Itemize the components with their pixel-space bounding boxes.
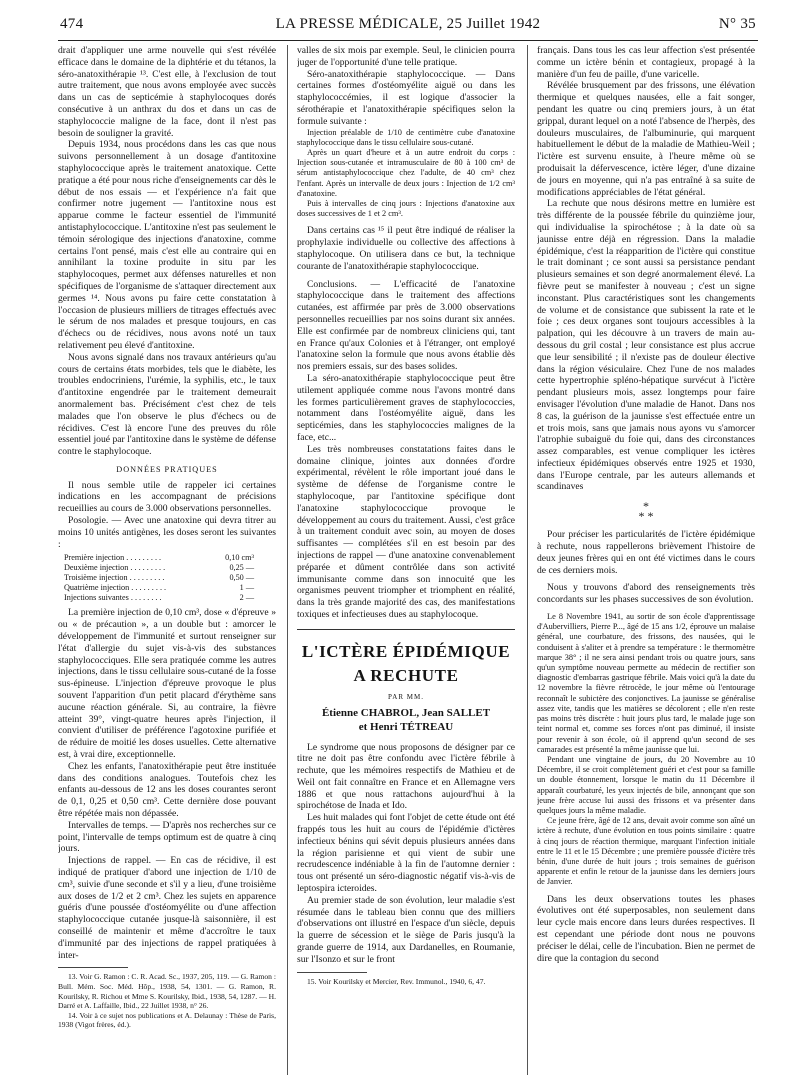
paragraph: Depuis 1934, nous procédons dans les cas que nous suivons personnellement à un dosage d'antitoxine staphylococcique après le traitement anatoxique. Cette pratique a été pour nous riche d'enseignements car dès le début de nos essais — et l'expérience n'a fait que confirmer notre jugement — l'antitoxine nous est apparue comme le facteur essentiel de l'immunité antistaphylococcique. L'antitoxine n'est pas seulement le témoin sérologique des injections d'anatoxine, comme certains l'ont pensé, mais c'est elle au contraire qui en annihilant la toxine produite in situ par les staphylocoques, permet aux défenses naturelles et non spécifiques de l'organisme de s'attaquer directement aux germes ¹⁴. Nous avons pu faire cette constatation à l'occasion de plusieurs milliers de titrages effectués avec le sérum de nos malades et presque toujours, en cas d'échecs ou de récidives, nous avons noté un taux relativement peu élevé d'antitoxine.: [58, 139, 276, 351]
dosage-row: [64, 573, 276, 583]
paragraph: Chez les enfants, l'anatoxithérapie peut être instituée dans des conditions analogues. Toutefois chez les enfants au-dessous de 12 ans les doses courantes seront de 0,1, 0,25 et 0,50 cm³. Cette dernière dose pouvant être répétée mais non dépassée.: [58, 760, 276, 820]
dosage-value: 0,50 —: [229, 573, 254, 583]
paragraph: Le syndrome que nous proposons de désigner par ce titre ne doit pas être confondu avec l'ictère fébrile à rechute, que les mémoires respectifs de Mathieu et de Weil ont fait connaître en France et en Allemagne vers 1886 et que nous rattachons aujourd'hui à la spirochétose de Inada et Ido.: [297, 741, 515, 812]
footnote: 14. Voir à ce sujet nos publications et A. Delaunay : Thèse de Paris, 1938 (Vigot frères, éd.).: [58, 1010, 276, 1030]
protocol-step: Après un quart d'heure et à un autre endroit du corps : Injection sous-cutanée et intramusculaire de 80 à 100 cm³ de sérum antistaphylococcique chez l'adulte, de 40 cm³ chez l'enfant. Après un intervalle de deux jours : Injection de 1/2 cm³ d'anatoxine.: [297, 147, 515, 198]
dosage-label: Quatrième injection . . . . . . . . .: [64, 583, 167, 593]
authors-line: et Henri TÉTREAU: [358, 720, 454, 733]
paragraph: Pour préciser les particularités de l'ictère épidémique à rechute, nous rappellerons brièvement l'histoire de deux jeunes frères qui en ont été victimes dans le cours de ces derniers mois.: [537, 529, 755, 576]
footnote-rule: [297, 972, 367, 973]
protocol-step: Puis à intervalles de cinq jours : Injections d'anatoxine aux doses successives de 1 et 2 cm³.: [297, 199, 515, 219]
page-header: [60, 14, 756, 36]
authors-line: Étienne CHABROL, Jean SALLET: [321, 706, 491, 719]
footnote: 13. Voir G. Ramon : C. R. Acad. Sc., 1937, 205, 119. — G. Ramon : Bull. Mém. Soc. Méd. Hôp., 1938, 54, 1301. — G. Ramon, R. Kourilsky, R. Richou et Mme S. Kourilsky, Ibid., 1938, 54, 1287. — H. Darré et A. Laffaille, Ibid., 22 Juillet 1938, n° 26.: [58, 972, 276, 1011]
paragraph: Conclusions. — L'efficacité de l'anatoxine staphylococcique dans le traitement des affections cutanées, est affirmée par près de 3.000 observations personnelles recueillies par nos soins durant six années. Elle est confirmée par de nombreux cliniciens qui, tant en France qu'aux Colonies et à l'étranger, ont employé l'anatoxine selon la formule que nous avons établie dès nos premiers essais, sur des bases solides.: [297, 278, 515, 373]
issue-number: N° 35: [718, 16, 756, 32]
page-number: 474: [60, 16, 84, 32]
paragraph: Les très nombreuses constatations faites dans le domaine clinique, jointes aux données d'ordre expérimental, révèlent le rôle important joué dans le système de défense de l'organisme contre le staphylocoque, par l'antitoxine spécifique dont l'anatoxine staphylococcique provoque le développement au cours du traitement. Aussi, c'est grâce à un traitement conduit avec soin, au moyen de doses suffisantes — complétées s'il en est besoin par des injections de rappel — d'une anatoxine convenablement préparée et dûment contrôlée dans son activité immunisante comme dans son innocuité que les organismes peuvent triompher et triomphent en réalité, dans la très grande majorité des cas, des manifestations toxiques et infectieuses dues au staphylocoque.: [297, 443, 515, 620]
dosage-label: Première injection . . . . . . . . .: [64, 553, 162, 563]
case-report: Le 8 Novembre 1941, au sortir de son école d'apprentissage d'Aubervilliers, Pierre P..., âgé de 15 ans 1/2, éprouve un malaise général, une courbature, des frissons, des nausées, qui le conduisent à s'aliter et à prendre sa température : le thermomètre marque 38° ; il ne sera ainsi pendant trois ou quatre jours, sans qu'un symptôme nouveau permette au médecin de rectifier son diagnostic d'embarras gastrique fébrile. Mais voici qu'à la date du 12 novembre la fièvre rétrocède, le jour même où l'entourage reconnaît le subictère des conjonctives. La jaunisse se généralise assez vite, tandis que les matières se décolorent ; elle n'en reste pas moins très discrète : huit jours plus tard, le malade juge son teint normal et, comme ses forces n'ont pas diminué, il insiste pour revenir à son école, où il apprend qu'un second de ses camarades est présenté la même jaunisse que lui.: [537, 612, 755, 754]
column-3: [537, 45, 755, 1075]
paragraph: La séro-anatoxithérapie staphylococcique peut être utilement appliquée comme nous l'avons montré dans les formes particulièrement graves de staphylococcies, notamment dans l'ostéomyélite aiguë, dans les septicémies, dans les staphylococcies malignes de la face, etc...: [297, 372, 515, 443]
dosage-row: [64, 583, 276, 593]
section-heading: DONNÉES PRATIQUES: [116, 464, 218, 474]
footnote-rule: [58, 967, 128, 968]
article-separator: [297, 629, 515, 630]
column-1: [58, 45, 276, 1075]
paragraph: Il nous semble utile de rappeler ici certaines indications en les accompagnant de précisions recueillies au cours de 3.000 observations personnelles.: [58, 479, 276, 515]
paragraph: La rechute que nous désirons mettre en lumière est très différente de la poussée fébrile du quinzième jour, qui individualise la spirochétose ; à la date où sa jaunisse entre déjà en régression. Dans la maladie épidémique, c'est la réapparition de l'ictère qui constitue le trait dominant ; ce sont aussi sa persistance pendant plusieurs semaines et son degré anormalement élevé. La fièvre peut se manifester à nouveau ; c'est un signe inconstant. Plus caractéristiques sont les changements de volume et de consistance que subissent la rate et le foie ; ces deux organes sont toujours accessibles à la palpation, qui les découvre à un travers de main au-dessous du gril costal ; leur consistance est plus accrue que leur sensibilité ; il n'existe pas de douleur élective dans la région vésiculaire. Chez l'une de nos malades cette hypertrophie spléno-hépatique survécut à l'ictère pendant plusieurs mois, assez longtemps pour faire envisager l'évolution d'une maladie de Hanot. Dans nos 8 cas, la guérison de la jaunisse s'est effectuée entre un et trois mois, sans que jamais nous ayons vu s'amorcer l'atrophie subaiguë du foie qui, dans des circonstances assez comparables, est venue compliquer les ictères infectieux épidémiques observés entre 1925 et 1930, dans l'Europe centrale, par les auteurs allemands et scandinaves: [537, 198, 755, 493]
article-authors: [297, 706, 515, 734]
asterism: * * *: [638, 499, 654, 524]
paragraph: valles de six mois par exemple. Seul, le clinicien pourra juger de l'opportunité d'une telle pratique.: [297, 45, 515, 68]
dosage-row: [64, 563, 276, 573]
dosage-label: Troisième injection . . . . . . . . .: [64, 573, 165, 583]
column-divider: [527, 45, 528, 1075]
paragraph: Injections de rappel. — En cas de récidive, il est indiqué de pratiquer d'abord une injection de 1/10 de cm³, suivie d'une seconde et s'il y a lieu, d'une troisième aux doses de 1/2 et 2 cm³. Chez les sujets en apparence guéris d'une poussée d'ostéomyélite ou d'une affection staphylococcique cutanée jusque-là saisonnière, il est conseillé de maintenir et même d'accroître le taux d'immunité par des injections de rappel pratiquées à inter-: [58, 855, 276, 961]
paragraph: Posologie. — Avec une anatoxine qui devra titrer au moins 10 unités antigènes, les doses seront les suivantes :: [58, 515, 276, 550]
paragraph: Au premier stade de son évolution, leur maladie s'est résumée dans le tableau bien connu que des milliers d'observations ont illustré en l'espace d'un siècle, depuis la guerre de sécession et le siège de Paris jusqu'à la grande guerre de 1914, aux Dardanelles, en Roumanie, sur l'Isonzo et sur le front: [297, 894, 515, 965]
dosage-value: 2 —: [239, 593, 254, 603]
case-report: Pendant une vingtaine de jours, du 20 Novembre au 10 Décembre, il se croit complètement guéri et c'est pour sa famille un double étonnement, lorsque le matin du 11 Décembre il apparaît courbaturé, les yeux injectés de bile, annonçant que son jeune frère accuse lui aussi des frissons et va présenter dans quelques jours la même maladie.: [537, 754, 755, 815]
paragraph: Les huit malades qui font l'objet de cette étude ont été frappés tous les huit au cours de l'épidémie d'ictères infectieux bénins qui sévit depuis plusieurs années dans la région parisienne et qui vient de subir une recrudescence indéniable à la fin de l'automne dernier : tous ont présenté un séro-diagnostic négatif vis-à-vis de leptospira icteroides.: [297, 812, 515, 895]
dosage-label: Injections suivantes . . . . . . . .: [64, 593, 162, 603]
paragraph: Intervalles de temps. — D'après nos recherches sur ce point, l'intervalle de temps optimum est de quatre à cinq jours.: [58, 819, 276, 855]
paragraph: Nous y trouvons d'abord des renseignements très concordants sur les phases successives de son évolution.: [537, 582, 755, 606]
paragraph: Nous avons signalé dans nos travaux antérieurs qu'au cours de certains états morbides, tels que le diabète, les troubles endocriniens, l'urémie, la syphilis, etc., le taux d'antitoxine engendrée par le traitement demeurait anormalement bas. Précisément c'est chez de tels malades que l'on observe le plus d'échecs ou de récidives. C'est là encore l'une des preuves du rôle essentiel joué par l'antitoxine dans le système de défense contre le staphylocoque.: [58, 351, 276, 458]
dosage-label: Deuxième injection . . . . . . . . .: [64, 563, 166, 573]
dosage-table: [64, 553, 276, 603]
paragraph: Révélée brusquement par des frissons, une élévation thermique et quelques nausées, elle a fait songer, pendant les quatre ou cinq premiers jours, à un état grippal, durant lequel on a noté l'absence de l'herpès, des douleurs musculaires, de l'albuminurie, qui marquent habituellement le début de la maladie de Mathieu-Weil ; l'ictère est survenu ensuite, à l'heure même où se produisait la défervescence, ictère léger, d'une dizaine de jours en moyenne, qui n'a pas entraîné à sa suite de modifications appréciables de l'état général.: [537, 80, 755, 198]
paragraph: Dans certains cas ¹⁵ il peut être indiqué de réaliser la prophylaxie individuelle ou collective des affections à staphylocoque. On utilisera dans ce but, la technique courante de l'anatoxithérapie staphylococcique.: [297, 225, 515, 272]
column-2: [297, 45, 515, 1075]
dosage-value: 0,25 —: [229, 563, 254, 573]
paragraph: Dans les deux observations toutes les phases évolutives ont été superposables, non seulement dans leur cycle mais encore dans leurs durées respectives. Il est cependant une période dont nous ne pouvons préciser le délai, celle de l'incubation. Bien ne permet de dire que la contagion du second: [537, 893, 755, 964]
paragraph: Séro-anatoxithérapie staphylococcique. — Dans certaines formes d'ostéomyélite aiguë ou dans les staphylococcémies, il est logique d'associer la sérothérapie et l'anatoxithérapie spécifiques selon la formule suivante :: [297, 68, 515, 127]
journal-title: LA PRESSE MÉDICALE, 25 Juillet 1942: [275, 16, 541, 32]
dosage-row: [64, 553, 276, 563]
dosage-value: 1 —: [239, 583, 254, 593]
byline-prefix: PAR MM.: [388, 692, 424, 701]
case-report: Ce jeune frère, âgé de 12 ans, devait avoir comme son aîné un ictère à rechute, d'une évolution en tous points similaire : quatre à cinq jours de réaction thermique, marquant l'infection initiale entre le 11 et le 15 Décembre ; une première poussée d'ictère très bénin, d'une durée de huit jours ; trois semaines de guérison apparente et enfin le retour de la jaunisse dans les derniers jours de Janvier.: [537, 816, 755, 887]
paragraph: français. Dans tous les cas leur affection s'est présentée comme un ictère bénin et contagieux, propagé à la manière d'un feu de paille, d'une varicelle.: [537, 45, 755, 80]
dosage-value: 0,10 cm³: [225, 553, 254, 563]
paragraph: La première injection de 0,10 cm³, dose « d'épreuve » ou « de précaution », a un double but : amorcer le développement de l'immunité et surtout renseigner sur l'état d'allergie du sujet vis-à-vis des substances staphylococciques. Elle sera pratiquée comme les autres injections, dans le tissu cellulaire sous-cutané de la fosse sus-épineuse. L'injection d'épreuve provoque le plus souvent l'apparition d'un petit placard d'érythème sans aucune réaction générale. Si, au contraire, la fièvre atteint 39°, vingt-quatre heures après l'injection, il convient d'utiliser de préférence l'agotoxine purifiée et de réduire de moitié les doses usuelles. Cette alternative est, à vrai dire, exceptionnelle.: [58, 607, 276, 761]
paragraph: drait d'appliquer une arme nouvelle qui s'est révélée efficace dans le domaine de la diphtérie et du tétanos, la séro-anatoxithérapie ¹³. C'est elle, à l'exclusion de tout autre traitement, que nous avons employée avec succès dans un cas de septicémie à staphylocoques dorés consécutive à un anthrax du dos et dans un cas de staphylococcie maligne de la face, dont il n'est pas besoin de souligner la gravité.: [58, 45, 276, 139]
header-rule: [58, 40, 758, 41]
article-title: L'ICTÈRE ÉPIDÉMIQUE A RECHUTE: [301, 641, 511, 685]
footnote: 15. Voir Kourilsky et Mercier, Rev. Immunol., 1940, 6, 47.: [307, 976, 486, 986]
dosage-row: [64, 593, 276, 603]
column-divider: [287, 45, 288, 1075]
protocol-step: Injection préalable de 1/10 de centimètre cube d'anatoxine staphylococcique dans le tissu cellulaire sous-cutané.: [297, 127, 515, 147]
